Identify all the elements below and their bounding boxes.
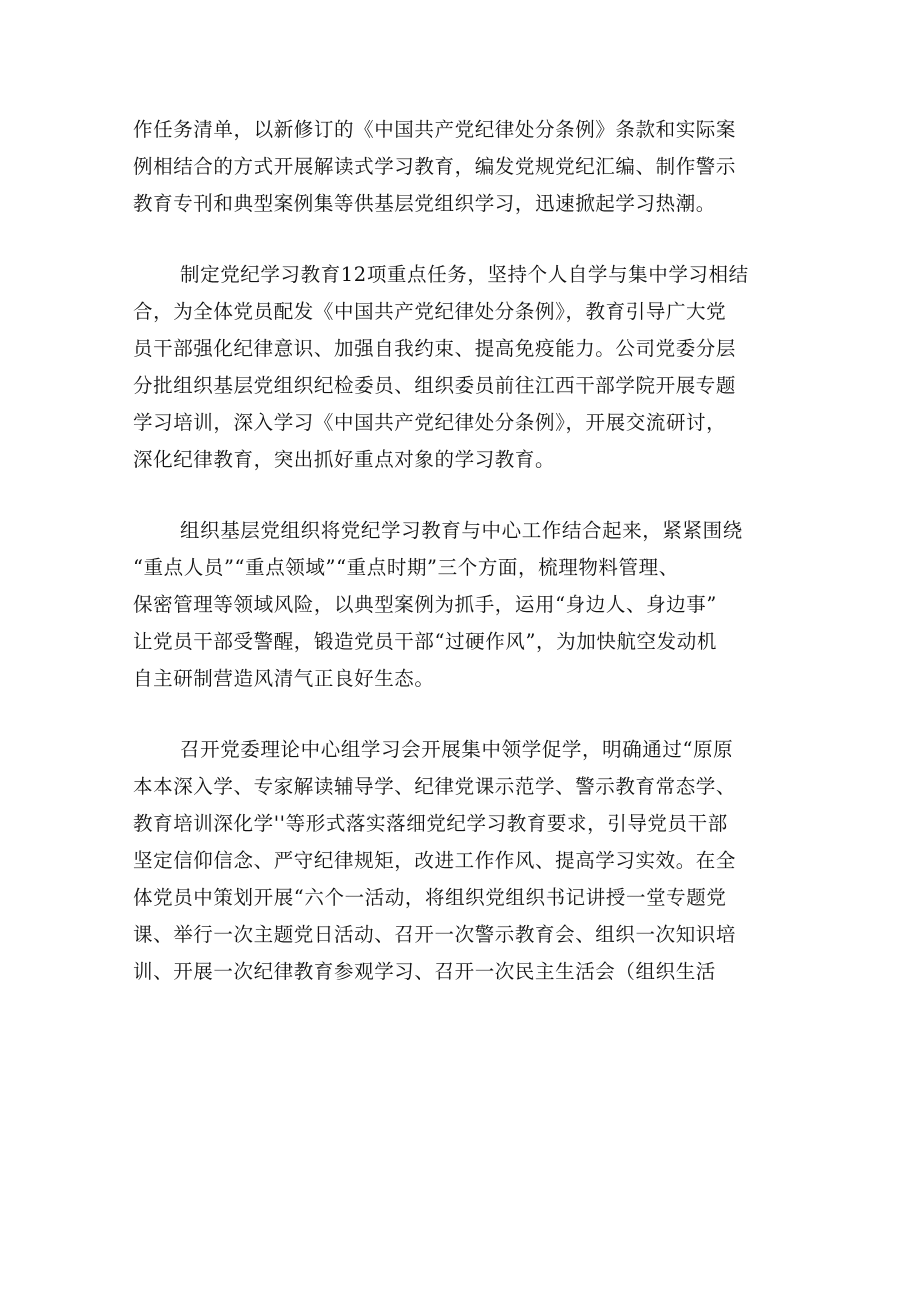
text-line: 本本深入学、专家解读辅导学、纪律党课示范学、警示教育常态学、 [133,775,737,798]
text-line: “重点人员”“重点领域”“重点时期”三个方面，梳理物料管理、 [133,556,679,579]
text-line: 坚定信仰信念、严守纪律规矩，改进工作作风、提高学习实效。在全 [133,849,737,872]
text-line: 训、开展一次纪律教育参观学习、召开一次民主生活会（组织生活 [133,960,716,983]
text-line: 体党员中策划开展“六个一活动，将组织党组织书记讲授一堂专题党 [133,886,727,909]
document-body [133,111,793,990]
text-line: 深化纪律教育，突出抓好重点对象的学习教育。 [133,448,556,471]
text-line: 制定党纪学习教育12项重点任务，坚持个人自学与集中学习相结 [180,263,749,286]
paragraph-1 [133,111,793,222]
text-line: 教育培训深化学''等形式落实落细党纪学习教育要求，引导党员干部 [133,812,728,835]
paragraph-4 [133,731,793,990]
text-line: 分批组织基层党组织纪检委员、组织委员前往江西干部学院开展专题 [133,374,737,397]
text-line: 召开党委理论中心组学习会开展集中领学促学，明确通过“原原 [180,738,734,761]
text-line: 合，为全体党员配发《中国共产党纪律处分条例》，教育引导广大党 [133,300,727,323]
text-line: 例相结合的方式开展解读式学习教育，编发党规党纪汇编、制作警示 [133,155,737,178]
text-line: 让党员干部受警醒，锻造党员干部“过硬作风”，为加快航空发动机 [133,630,717,653]
paragraph-3 [133,512,793,697]
text-line: 组织基层党组织将党纪学习教育与中心工作结合起来，紧紧围绕 [180,519,743,542]
text-line: 作任务清单，以新修订的《中国共产党纪律处分条例》条款和实际案 [133,118,737,141]
text-line: 保密管理等领域风险，以典型案例为抓手，运用“身边人、身边事” [133,593,717,616]
text-line: 员干部强化纪律意识、加强自我约束、提高免疫能力。公司党委分层 [133,337,737,360]
paragraph-2 [133,256,793,478]
text-line: 教育专刊和典型案例集等供基层党组织学习，迅速掀起学习热潮。 [133,192,716,215]
text-line: 课、举行一次主题党日活动、召开一次警示教育会、组织一次知识培 [133,923,737,946]
text-line: 自主研制营造风清气正良好生态。 [133,667,435,690]
text-line: 学习培训，深入学习《中国共产党纪律处分条例》，开展交流研讨， [133,411,727,434]
